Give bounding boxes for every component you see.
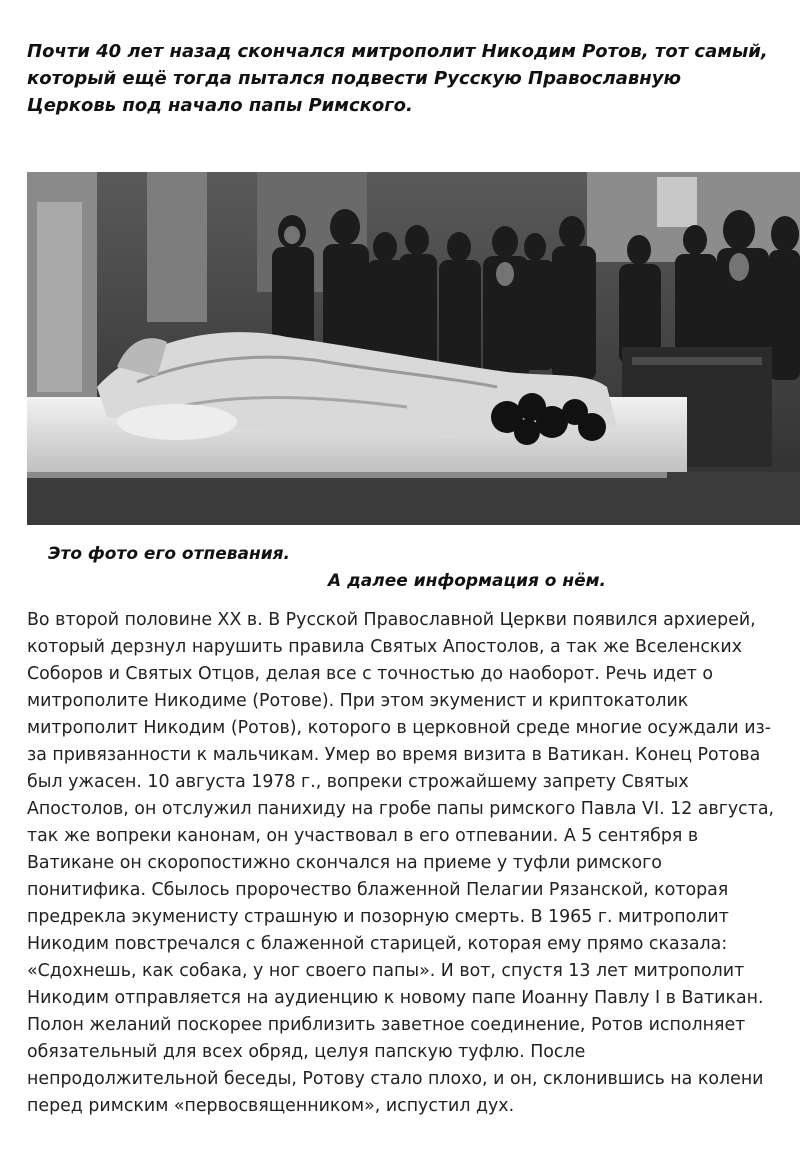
photo-caption: Это фото его отпевания. — [48, 544, 291, 564]
info-intro-caption: А далее информация о нём. — [328, 571, 607, 591]
funeral-photo — [27, 172, 800, 525]
funeral-photo-illustration — [27, 172, 800, 525]
intro-text: Почти 40 лет назад скончался митрополит Никодим Ротов, тот самый, который ещё тогда пытался подвести Русскую Православную Церковь под начало папы Римского. — [27, 41, 768, 116]
article-body: Во второй половине XX в. В Русской Православной Церкви появился архиерей, который дерзнул нарушить правила Святых Апостолов, а так же Вселенских Соборов и Святых Отцов, делая все с точностью до наоборот. Речь идет о митрополите Никодиме (Ротове). При этом экуменист и криптокатолик митрополит Никодим (Ротов), которого в церковной среде многие осуждали из-за привязанности к мальчикам. Умер во время визита в Ватикан. Конец Ротова был ужасен. 10 августа 1978 г., вопреки строжайшему запрету Святых Апостолов, он отслужил панихиду на гробе папы римского Павла VI. 12 августа, так же вопреки канонам, он участвовал в его отпевании. А 5 сентября в Ватикане он скоропостижно скончался на приеме у туфли римского понитифика. Сбылось пророчество блаженной Пелагии Рязанской, которая предрекла экуменисту страшную и позорную смерть. В 1965 г. митрополит Никодим повстречался с блаженной старицей, которая ему прямо сказала: «Сдохнешь, как собака, у ног своего папы». И вот, спустя 13 лет митрополит Никодим отправляется на аудиенцию к новому папе Иоанну Павлу I в Ватикан. Полон желаний поскорее приблизить заветное соединение, Ротов исполняет обязательный для всех обряд, целуя папскую туфлю. После непродолжительной беседы, Ротову стало плохо, и он, склонившись на колени перед римским «первосвященником», испустил дух. — [27, 610, 775, 1116]
